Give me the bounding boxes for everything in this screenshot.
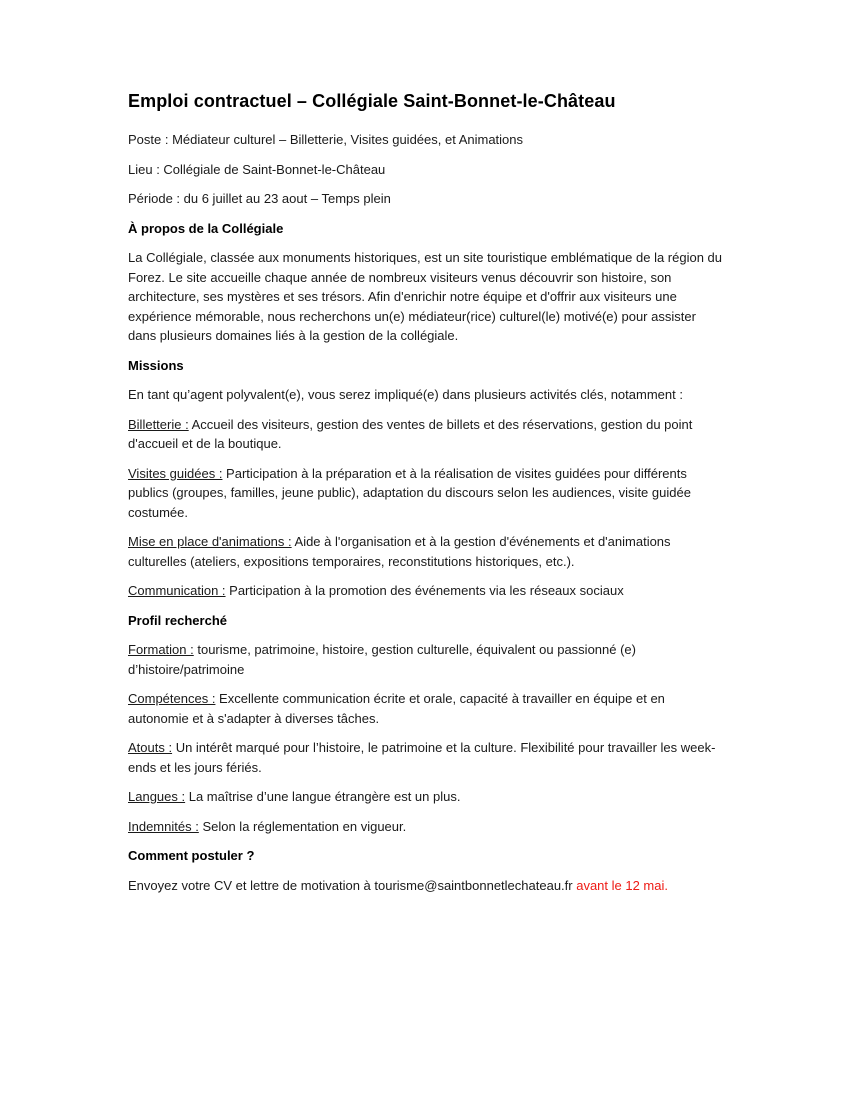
- profile-item-langues: [128, 787, 724, 807]
- apply-paragraph: [128, 876, 724, 896]
- about-paragraph: La Collégiale, classée aux monuments historiques, est un site touristique emblématique de la région du Forez. Le site accueille chaque année de nombreux visiteurs venus découvrir son histoire, son architecture, ses mystères et ses trésors. Afin d'enrichir notre équipe et d'offrir aux visiteurs une expérience mémorable, nous recherchons un(e) médiateur(rice) culturel(le) motivé(e) pour assister dans plusieurs domaines liés à la gestion de la collégiale.: [128, 250, 723, 343]
- profile-text-formation: tourisme, patrimoine, histoire, gestion culturelle, équivalent ou passionné (e) d’histoire/patrimoine: [128, 642, 636, 677]
- mission-text-communication: Participation à la promotion des événements via les réseaux sociaux: [225, 583, 624, 598]
- mission-text-billetterie: Accueil des visiteurs, gestion des ventes de billets et des réservations, gestion du point d'accueil et de la boutique.: [128, 416, 693, 451]
- mission-text-visites-guidees: Participation à la préparation et à la réalisation de visites guidées pour différents publics (groupes, familles, jeune public), adaptation du discours selon les audiences, visite guidée costumée.: [128, 465, 691, 520]
- mission-item-communication: [128, 581, 724, 601]
- profile-item-competences: [128, 689, 724, 728]
- profile-label-atouts: Atouts :: [128, 740, 173, 755]
- meta-lieu: Lieu : Collégiale de Saint-Bonnet-le-Château: [128, 161, 386, 177]
- missions-intro: En tant qu’agent polyvalent(e), vous serez impliqué(e) dans plusieurs activités clés, notamment :: [128, 387, 683, 402]
- mission-item-animations: [128, 532, 724, 571]
- profile-label-competences: Compétences :: [128, 691, 216, 706]
- mission-text-animations: Aide à l'organisation et à la gestion d'événements et d'animations culturelles (ateliers, expositions temporaires, reconstitutions historiques, etc.).: [128, 534, 671, 569]
- mission-label-visites-guidees: Visites guidées :: [128, 465, 223, 481]
- mission-item-visites-guidees: [128, 464, 724, 523]
- profile-item-atouts: [128, 738, 724, 777]
- profile-item-formation: [128, 640, 724, 679]
- profile-text-atouts: Un intérêt marqué pour l’histoire, le patrimoine et la culture. Flexibilité pour travailler les week-ends et les jours fériés.: [128, 740, 716, 775]
- profile-text-langues: La maîtrise d’une langue étrangère est un plus.: [185, 789, 461, 804]
- mission-item-billetterie: [128, 415, 724, 454]
- profile-label-indemnites: Indemnités :: [128, 818, 199, 834]
- meta-poste: Poste : Médiateur culturel – Billetterie, Visites guidées, et Animations: [128, 132, 524, 147]
- profile-text-indemnites: Selon la réglementation en vigueur.: [198, 818, 407, 834]
- section-heading-profile: Profil recherché: [128, 612, 227, 628]
- meta-periode: Période : du 6 juillet au 23 aout – Temps plein: [128, 191, 391, 206]
- mission-label-communication: Communication :: [128, 583, 226, 598]
- apply-deadline-text: avant le 12 mai.: [576, 877, 668, 893]
- document-content: [128, 88, 724, 905]
- mission-label-billetterie: Billetterie :: [128, 416, 189, 432]
- profile-label-langues: Langues :: [128, 789, 186, 804]
- profile-label-formation: Formation :: [128, 642, 194, 657]
- apply-lead-text: Envoyez votre CV et lettre de motivation à tourisme@saintbonnetlechateau.fr: [128, 877, 577, 893]
- section-heading-apply: Comment postuler ?: [128, 848, 255, 863]
- mission-label-animations: Mise en place d'animations :: [128, 534, 292, 549]
- profile-text-competences: Excellente communication écrite et orale, capacité à travailler en équipe et en autonomie et à s'adapter à diverses tâches.: [128, 691, 665, 726]
- profile-item-indemnites: [128, 817, 724, 837]
- document-title: Emploi contractuel – Collégiale Saint-Bonnet-le-Château: [128, 91, 616, 111]
- section-heading-missions: Missions: [128, 357, 184, 373]
- section-heading-about: À propos de la Collégiale: [128, 220, 284, 236]
